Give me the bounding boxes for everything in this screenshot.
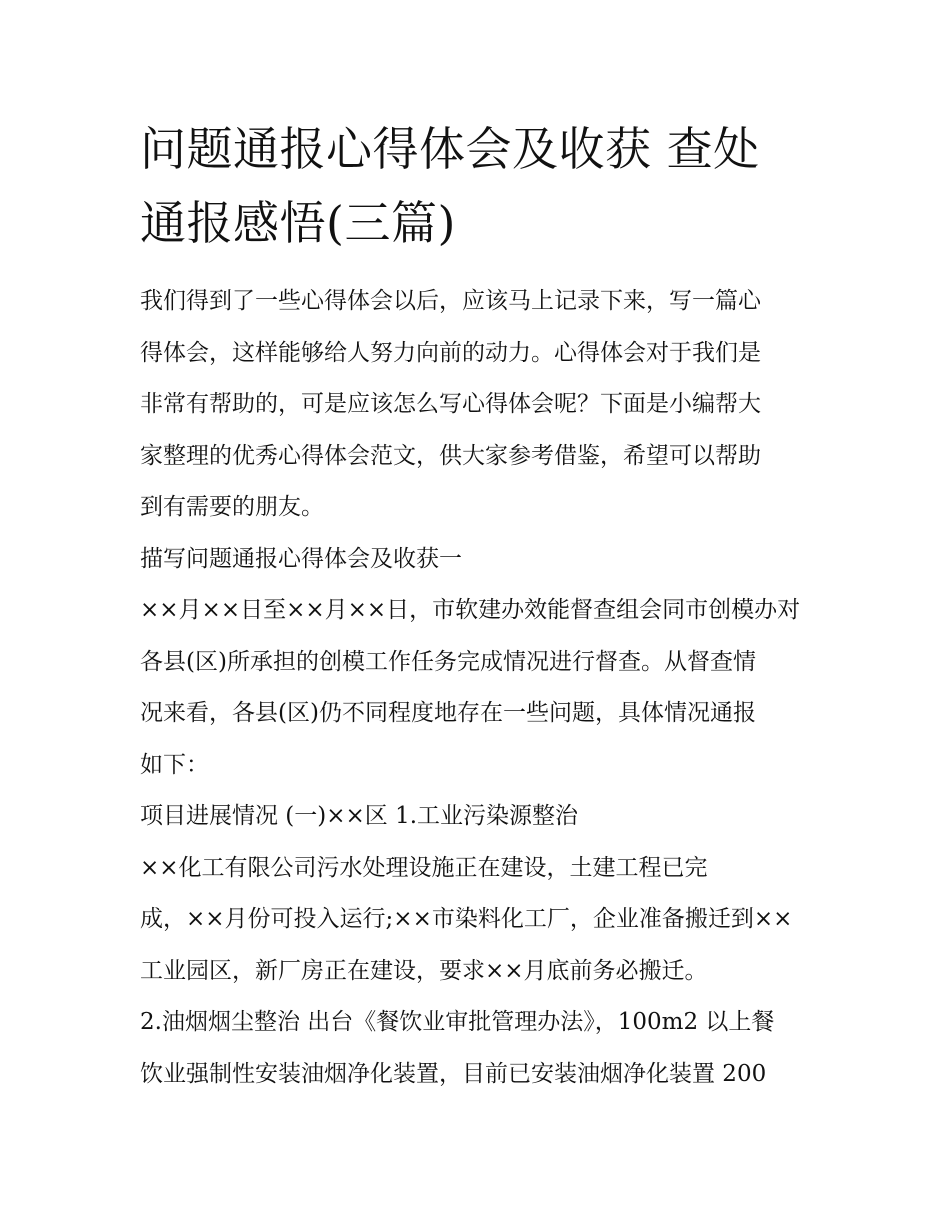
body-line: 到有需要的朋友。 (140, 494, 324, 520)
body-line: 各县(区)所承担的创模工作任务完成情况进行督查。从督查情 (140, 648, 756, 675)
body-line: 成，××月份可投入运行;××市染料化工厂，企业准备搬迁到×× (140, 906, 793, 932)
body-line: 如下： (140, 751, 209, 778)
title-line-1: 问题通报心得体会及收获 查处 (140, 122, 760, 176)
document-title (140, 112, 820, 260)
title-line-2: 通报感悟(三篇) (140, 196, 456, 250)
body-line: 饮业强制性安装油烟净化装置，目前已安装油烟净化装置 200 (140, 1060, 767, 1087)
body-line: 项目进展情况 (一)××区 1.工业污染源整治 (140, 803, 579, 829)
body-line: 工业园区，新厂房正在建设，要求××月底前务必搬迁。 (140, 957, 708, 984)
body-line: 家整理的优秀心得体会范文，供大家参考借鉴，希望可以帮助 (140, 442, 761, 469)
body-line: 2.油烟烟尘整治 出台《餐饮业审批管理办法》，100m2 以上餐 (140, 1009, 775, 1035)
document-page (140, 112, 820, 1100)
section-heading: 描写问题通报心得体会及收获一 (140, 545, 462, 572)
document-body (140, 276, 820, 1100)
body-line: 况来看，各县(区)仍不同程度地存在一些问题，具体情况通报 (140, 700, 756, 726)
body-line: 我们得到了一些心得体会以后，应该马上记录下来，写一篇心 (140, 288, 761, 314)
body-line: 得体会，这样能够给人努力向前的动力。心得体会对于我们是 (140, 339, 761, 366)
body-line: ××化工有限公司污水处理设施正在建设，土建工程已完 (140, 854, 708, 881)
body-line: 非常有帮助的，可是应该怎么写心得体会呢？下面是小编帮大 (140, 391, 761, 417)
body-line: ××月××日至××月××日，市软建办效能督查组会同市创模办对 (140, 597, 801, 623)
